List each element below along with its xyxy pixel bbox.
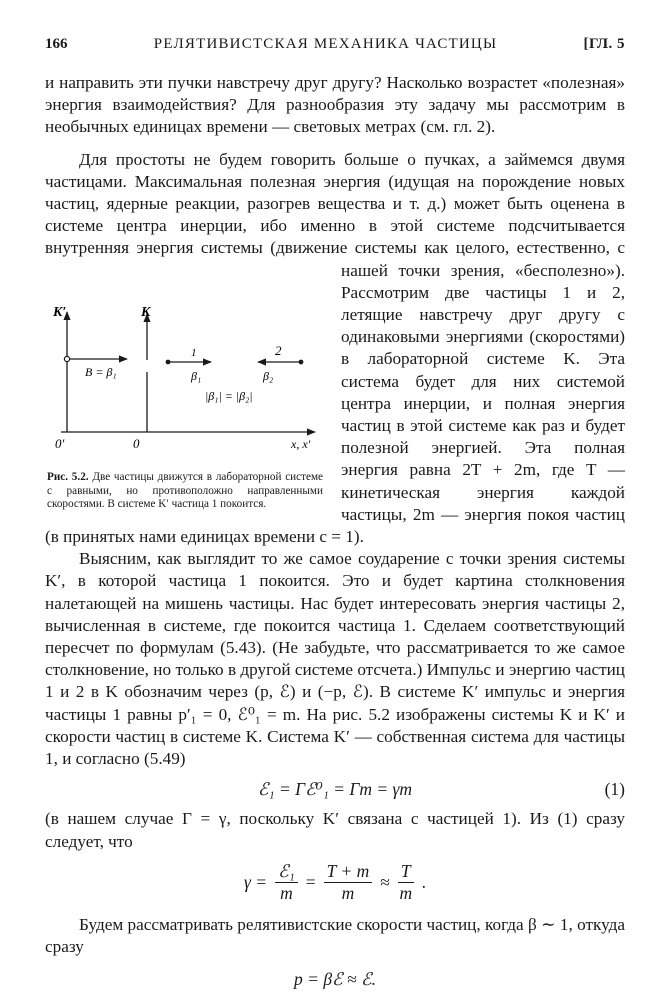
speed-relation-label: |β₁| = |β₂|	[205, 389, 253, 403]
running-header	[45, 36, 625, 62]
eq2-f2-num: T + m	[324, 861, 373, 883]
equation-2	[45, 861, 625, 904]
paragraph-3: Выясним, как выглядит то же самое соударение с точки зрения системы K′, в которой частица 1 покоится. Это и будет картина столкновения налетающей на мишень частицы. Нас будет интересовать энергия частицы 2, вычисленная в системе, где покоится частица 1. Сделаем соответствующий пересчет по формулам (5.43). (Не забудьте, что рассматривается то же самое столкновение, но только в другой системе отсчета.) Импульс и энергию частиц 1 и 2 в K обозначим через (p, ℰ) и (−p, ℰ). В системе K′ импульс и энергия частицы 1 равны p′₁ = 0, ℰ⁰₁ = m. На рис. 5.2 изображены системы K и K′ и скорости частиц в системе K. Система K′ — собственная система для частицы 1, и согласно (5.49)	[45, 549, 625, 769]
paragraph-2-text-cont: Рассмотрим две частицы 1 и 2, летящие навстречу друг другу с одинаковыми энергиями (скоростями) в лабораторной системе K. Эта система будет для них системой центра инерции, и полная энергия частиц в этой системе как раз и будет полезной энергией. Эта полная энергия равна 2T + 2m, где T — кинетическая энергия каждой частицы, 2m — энергия покоя частиц (в принятых нами единицах времени c = 1).	[45, 282, 625, 547]
eq2-lhs: γ =	[244, 871, 268, 892]
k-label: K	[141, 305, 151, 320]
particle-1-velocity: β₁	[191, 369, 202, 383]
figure-caption	[45, 471, 327, 512]
particle-2-velocity: β₂	[263, 369, 274, 383]
particle-2-label: 2	[275, 343, 282, 358]
origin-label: 0	[133, 436, 140, 451]
paragraph-2-text: Для простоты не будем говорить больше о пучках, а займемся двумя частицами. Максимальная полезная энергия (идущая на порождение новых частиц, ядерные реакции, разогрев вещества и т. д.) может быть оценена в системе центра инерции, ибо именно в этой системе подсчитывается внутренняя энергия системы (движение системы как целого, естественно, с нашей точки зрения, «бесполезно»).	[45, 149, 625, 280]
figure-diagram	[45, 300, 327, 460]
equation-1-number: (1)	[604, 779, 625, 800]
eq2-approx: ≈	[380, 871, 390, 892]
particle-2-dot	[299, 360, 304, 365]
equation-1-body: ℰ₁ = Γℰ⁰₁ = Γm = γm	[257, 779, 413, 800]
eq2-f1-num: ℰ₁	[275, 861, 298, 883]
equation-3-body: p = βℰ ≈ ℰ.	[294, 969, 376, 990]
kprime-origin-dot	[64, 356, 69, 361]
eq2-f1-den: m	[280, 882, 293, 903]
frame-velocity-label: B = β₁	[85, 365, 117, 379]
paragraph-5: Будем рассматривать релятивистские скорости частиц, когда β ∼ 1, откуда сразу	[45, 914, 625, 956]
eq2-f2-den: m	[341, 882, 355, 903]
equation-3	[45, 966, 625, 992]
x-axis-label: x, x′	[291, 437, 311, 451]
figure-caption-label: Рис. 5.2.	[47, 471, 89, 483]
eq2-end: .	[421, 871, 426, 892]
figure-block	[45, 300, 327, 512]
equation-1	[45, 776, 625, 802]
particle-1-dot	[166, 360, 171, 365]
running-title: РЕЛЯТИВИСТСКАЯ МЕХАНИКА ЧАСТИЦЫ	[153, 36, 498, 52]
eq2-fraction-3	[398, 861, 414, 904]
kprime-label: K′	[53, 305, 67, 320]
eq2-fraction-1	[275, 861, 298, 904]
book-page	[45, 36, 625, 998]
eq2-f3-num: T	[398, 861, 414, 883]
eq2-fraction-2	[324, 861, 373, 904]
figure-caption-text: Две частицы движутся в лабораторной системе с равными, но противоположно направленными скоростями. В системе K′ частица 1 покоится.	[47, 471, 324, 510]
chapter-ref: [ГЛ. 5	[583, 36, 625, 52]
eq2-equals: =	[305, 871, 316, 892]
particle-1-label: 1	[191, 347, 197, 359]
page-number: 166	[45, 36, 68, 52]
eq2-f3-den: m	[399, 882, 413, 903]
origin-prime-label: 0′	[55, 436, 65, 451]
paragraph-4: (в нашем случае Γ = γ, поскольку K′ связана с частицей 1). Из (1) сразу следует, что	[45, 809, 625, 851]
paragraph-1: и направить эти пучки навстречу друг другу? Насколько возрастет «полезная» энергия взаимодействия? Для разнообразия эту задачу мы рассмотрим в необычных единицах времени — световых метрах (см. гл. 2).	[45, 73, 625, 137]
